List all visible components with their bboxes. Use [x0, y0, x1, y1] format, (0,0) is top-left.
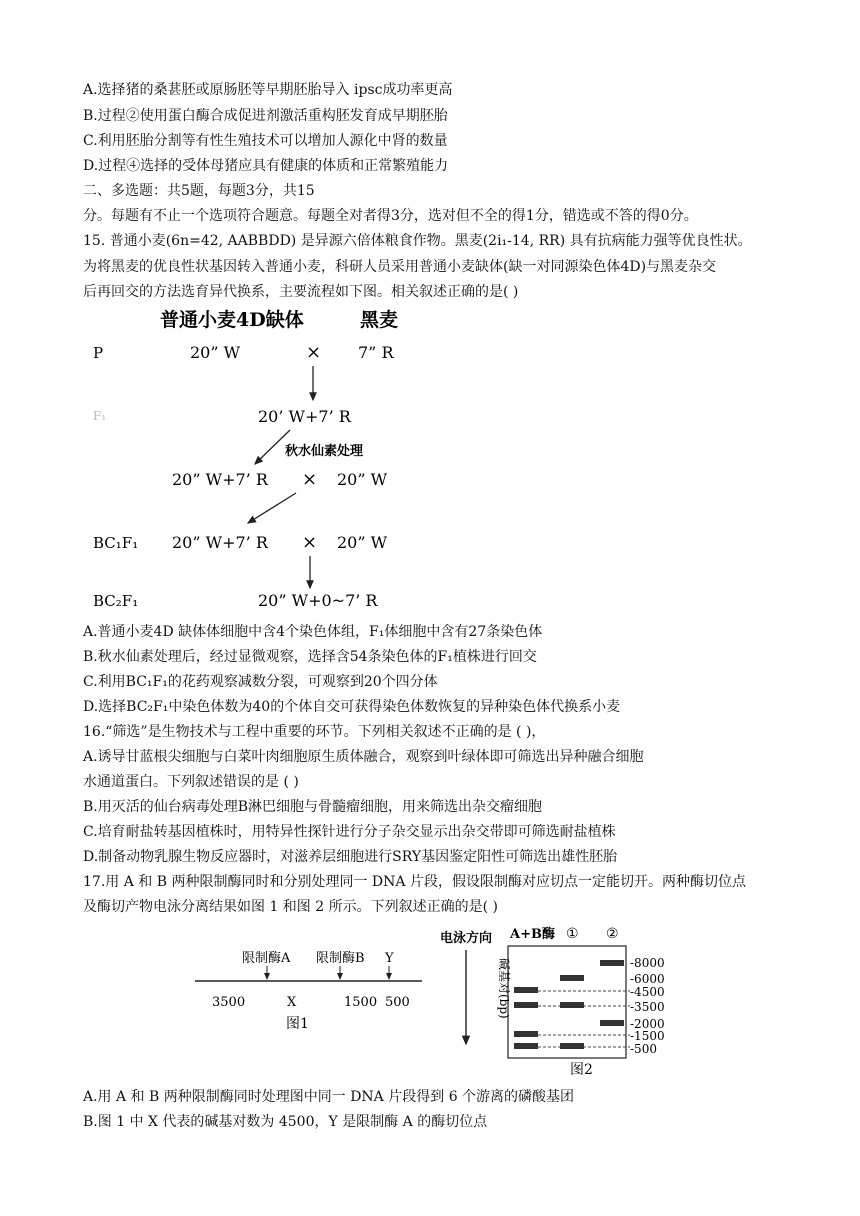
bc1-cross: × [302, 532, 318, 553]
enzyme-a-label: 限制酶A [242, 951, 291, 966]
q16-option-d: D.制备动物乳腺生物反应器时，对滋养层细胞进行SRY基因鉴定阳性可筛选出雄性胚胎 [83, 849, 618, 865]
lane-label-1: ① [566, 926, 579, 942]
f1-label: F₁ [93, 409, 107, 423]
q17-stem-1: 17.用 A 和 B 两种限制酶同时和分别处理同一 DNA 片段，假设限制酶对应切点一定能切开。两种酶切位点 [83, 874, 746, 890]
q14-option-d: D.过程④选择的受体母猪应具有健康的体质和正常繁殖能力 [83, 158, 449, 174]
q16-option-b: B.用灭活的仙台病毒处理B淋巴细胞与骨髓瘤细胞，用来筛选出杂交瘤细胞 [83, 799, 543, 815]
q15-stem-1: 15. 普通小麦(6n=42, AABBDD) 是异源六倍体粮食作物。黑麦(2i₁-14, RR) 具有抗病能力强等优良性状。 [83, 233, 752, 249]
parent2-title: 黑麦 [360, 309, 399, 331]
g2-genotype: 20” W+7’ R [172, 470, 268, 489]
q17-option-b: B.图 1 中 X 代表的碱基对数为 4500，Y 是限制酶 A 的酶切位点 [83, 1114, 488, 1130]
band-1-6000 [560, 975, 584, 981]
marker-1500: -1500 [630, 1029, 665, 1043]
p1-genotype: 20” W [190, 343, 241, 362]
section-instructions: 分。每题有不止一个选项符合题意。每题全对者得3分，选对但不全的得1分，错选或不答的得0分。 [83, 208, 698, 224]
p-label: P [93, 344, 104, 362]
q16-option-c: C.培育耐盐转基因植株时，用特异性探针进行分子杂交显示出杂交带即可筛选耐盐植株 [83, 824, 616, 840]
q17-option-a: A.用 A 和 B 两种限制酶同时处理图中同一 DNA 片段得到 6 个游离的磷酸基团 [83, 1089, 575, 1105]
marker-8000: -8000 [630, 956, 665, 970]
band-1-500 [560, 1043, 584, 1049]
figure1-dna-map [190, 948, 430, 1058]
q14-option-a: A.选择猪的桑葚胚或原肠胚等早期胚胎导入 ipsc成功率更高 [83, 82, 453, 98]
marker-500: -500 [630, 1042, 657, 1056]
bc1-label: BC₁F₁ [93, 534, 139, 552]
figure2-electrophoresis [430, 916, 670, 1076]
f1-genotype: 20’ W+7’ R [258, 407, 351, 426]
q15-option-c: C.利用BC₁F₁的花药观察减数分裂，可观察到20个四分体 [83, 674, 438, 690]
bc1-genotype: 20” W+7’ R [172, 533, 268, 552]
band-ab-3500 [514, 1002, 538, 1008]
band-ab-1500 [514, 1031, 538, 1037]
q15-option-a: A.普通小麦4D 缺体体细胞中含4个染色体组，F₁体细胞中含有27条染色体 [83, 624, 543, 640]
marker-4500: -4500 [630, 985, 665, 999]
g2-cross: × [302, 469, 318, 490]
y-axis-label: 碱基对(bp) [497, 958, 511, 1019]
band-ab-4500 [514, 987, 538, 993]
q16-stem: 16.“筛选”是生物技术与工程中重要的环节。下列相关叙述不正确的是 ( )， [83, 724, 546, 740]
segment-x: X [287, 995, 297, 1010]
colchicine-label: 秋水仙素处理 [285, 444, 364, 459]
q14-option-b: B.过程②使用蛋白酶合成促进剂激活重构胚发育成早期胚胎 [83, 108, 448, 124]
q15-option-d: D.选择BC₂F₁中染色体数为40的个体自交可获得染色体数恢复的异种染色体代换系小麦 [83, 699, 621, 715]
q15-stem-2: 为将黑麦的优良性状基因转入普通小麦，科研人员采用普通小麦缺体(缺一对同源染色体4D)与黑麦杂交 [83, 259, 717, 275]
g2-backcross-parent: 20” W [337, 470, 388, 489]
marker-6000: -6000 [630, 972, 665, 986]
site-y-label: Y [385, 951, 394, 966]
q16-stray-line: 水通道蛋白。下列叙述错误的是 ( ) [83, 774, 299, 790]
q14-option-c: C.利用胚胎分割等有性生殖技术可以增加人源化中肾的数量 [83, 133, 448, 149]
p2-genotype: 7” R [358, 343, 394, 362]
q15-stem-3: 后再回交的方法选育异代换系，主要流程如下图。相关叙述正确的是( ) [83, 284, 519, 300]
segment-3500: 3500 [212, 995, 246, 1010]
direction-label: 电泳方向 [440, 931, 493, 946]
marker-2000: -2000 [630, 1017, 665, 1031]
band-ab-500 [514, 1043, 538, 1049]
enzyme-b-label: 限制酶B [316, 951, 365, 966]
section-heading: 二、多选题：共5题，每题3分，共15 [83, 183, 315, 199]
figure1-caption: 图1 [286, 1016, 309, 1032]
band-2-8000 [600, 960, 624, 966]
p-cross: × [306, 342, 322, 363]
q16-option-a: A.诱导甘蓝根尖细胞与白菜叶肉细胞原生质体融合，观察到叶绿体即可筛选出异种融合细胞 [83, 749, 644, 765]
bc2-label: BC₂F₁ [93, 592, 139, 610]
band-1-3500 [560, 1002, 584, 1008]
bc2-genotype: 20” W+0~7’ R [258, 591, 378, 610]
figure2-caption: 图2 [570, 1062, 593, 1076]
q15-option-b: B.秋水仙素处理后，经过显微观察，选择含54条染色体的F₁植株进行回交 [83, 649, 537, 665]
band-2-2000 [600, 1020, 624, 1026]
wheat-breeding-flowchart [0, 300, 860, 620]
lane-label-2: ② [606, 926, 619, 942]
segment-500: 500 [385, 995, 410, 1010]
segment-1500: 1500 [344, 995, 378, 1010]
q17-stem-2: 及酶切产物电泳分离结果如图 1 和图 2 所示。下列叙述正确的是( ) [83, 899, 498, 915]
lane-label-ab: A+B酶 [510, 927, 555, 942]
marker-3500: -3500 [630, 1000, 665, 1014]
bc1-backcross-parent: 20” W [337, 533, 388, 552]
parent1-title: 普通小麦4D缺体 [160, 309, 304, 331]
